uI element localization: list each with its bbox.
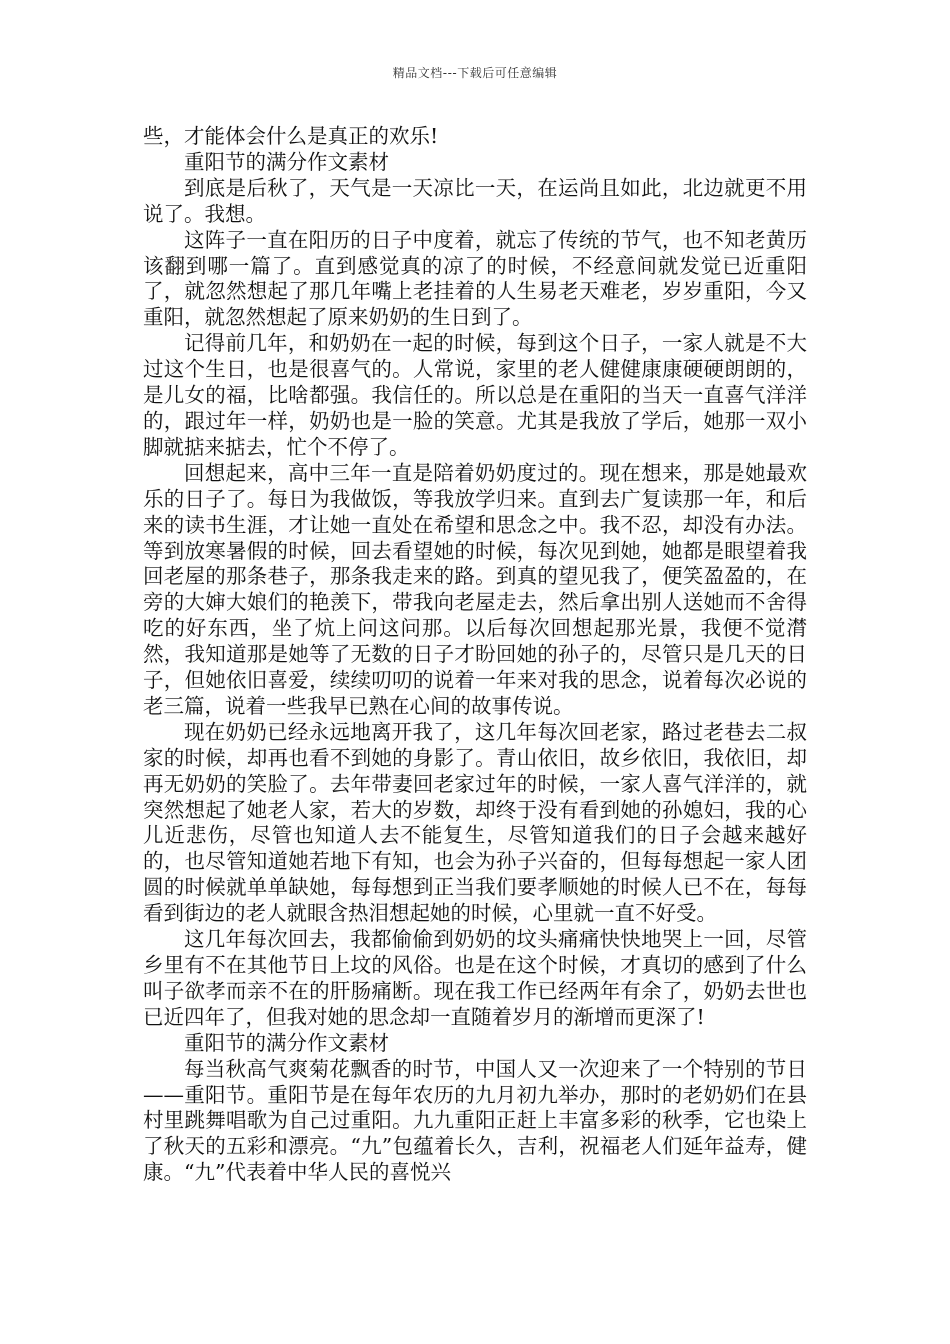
paragraph: 记得前几年，和奶奶在一起的时候，每到这个日子，一家人就是不大过这个生日，也是很喜气的。人常说，家里的老人健健康康硬硬朗朗的，是儿女的福，比啥都强。我信任的。所以总是在重阳的当天一直喜气洋洋的，跟过年一样，奶奶也是一脸的笑意。尤其是我放了学后，她那一双小脚就掂来掂去，忙个不停了。 [143,331,807,459]
paragraph: 这几年每次回去，我都偷偷到奶奶的坟头痛痛快快地哭上一回，尽管乡里有不在其他节日上坟的风俗。也是在这个时候，才真切的感到了什么叫子欲孝而亲不在的肝肠痛断。现在我工作已经两年有余了，奶奶去世也已近四年了，但我对她的思念却一直随着岁月的渐增而更深了! [143,927,807,1029]
paragraph: 现在奶奶已经永远地离开我了，这几年每次回老家，路过老巷去二叔家的时候，却再也看不到她的身影了。青山依旧，故乡依旧，我依旧，却再无奶奶的笑脸了。去年带妻回老家过年的时候，一家人喜气洋洋的，就突然想起了她老人家，若大的岁数，却终于没有看到她的孙媳妇，我的心儿近悲伤，尽管也知道人去不能复生，尽管知道我们的日子会越来越好的，也尽管知道她若地下有知，也会为孙子兴奋的，但每每想起一家人团圆的时候就单单缺她，每每想到正当我们要孝顺她的时候人已不在，每每看到街边的老人就眼含热泪想起她的时候，心里就一直不好受。 [143,719,807,926]
paragraph-continuation: 些，才能体会什么是真正的欢乐! [143,124,439,148]
page-header: 精品文档---下载后可任意编辑 [392,66,558,80]
paragraph: 这阵子一直在阳历的日子中度着，就忘了传统的节气，也不知老黄历该翻到哪一篇了。直到感觉真的凉了的时候，不经意间就发觉已近重阳了，就忽然想起了那几年嘴上老挂着的人生易老天难老，岁岁重阳，今又重阳，就忽然想起了原来奶奶的生日到了。 [143,227,807,330]
paragraph: 每当秋高气爽菊花飘香的时节，中国人又一次迎来了一个特别的节日——重阳节。重阳节是在每年农历的九月初九举办，那时的老奶奶们在县村里跳舞唱歌为自己过重阳。九九重阳正赶上丰富多彩的秋季，它也染上了秋天的五彩和漂亮。“九”包蕴着长久，吉利，祝福老人们延年益寿，健康。“九”代表着中华人民的喜悦兴 [143,1056,807,1185]
document-body [143,124,807,1186]
section-heading: 重阳节的满分作文素材 [184,149,389,174]
paragraph: 回想起来，高中三年一直是陪着奶奶度过的。现在想来，那是她最欢乐的日子了。每日为我做饭，等我放学归来。直到去广复读那一年，和后来的读书生涯，才让她一直处在希望和思念之中。我不忍，却没有办法。等到放寒暑假的时候，回去看望她的时候，每次见到她，她都是眼望着我回老屋的那条巷子，那条我走来的路。到真的望见我了，便笑盈盈的，在旁的大婶大娘们的艳羡下，带我向老屋走去，然后拿出别人送她而不舍得吃的好东西，坐了炕上问这问那。以后每次回想起那光景，我便不觉潸然，我知道那是她等了无数的日子才盼回她的孙子的，尽管只是几天的日子，但她依旧喜爱，续续叨叨的说着一年来对我的思念，说着每次必说的老三篇，说着一些我早已熟在心间的故事传说。 [143,460,807,718]
paragraph: 到底是后秋了，天气是一天凉比一天，在运尚且如此，北边就更不用说了。我想。 [143,175,807,226]
section-heading: 重阳节的满分作文素材 [184,1030,389,1055]
